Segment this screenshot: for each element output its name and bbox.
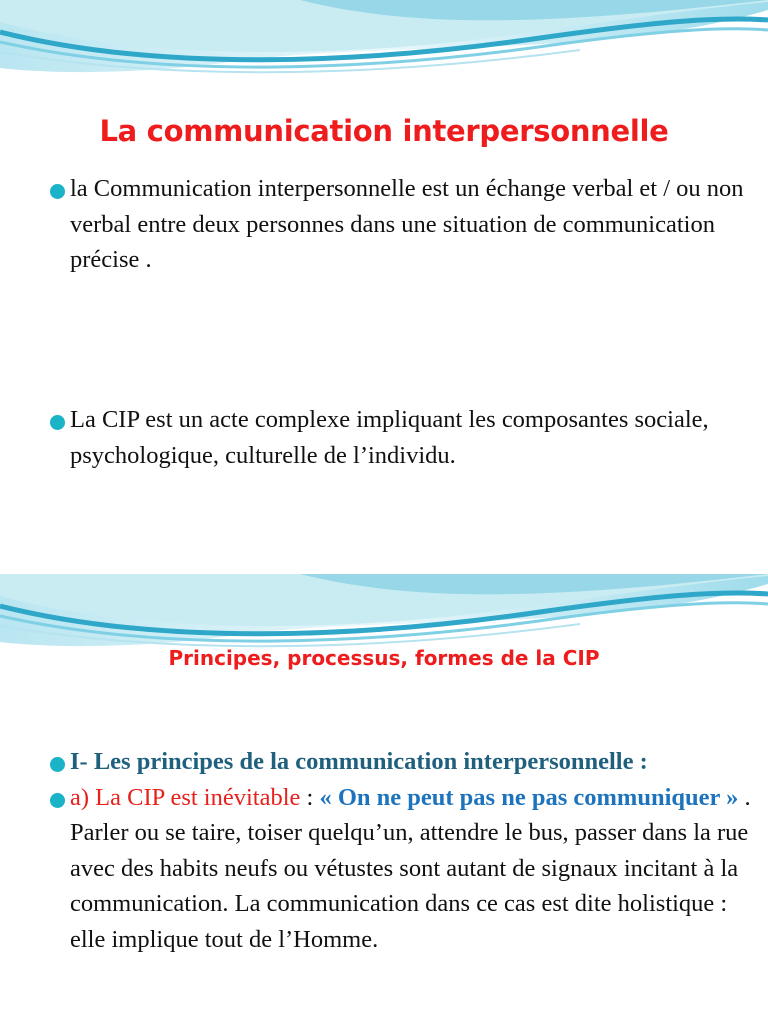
slide-2 [0,574,768,1024]
bullet-dot-icon [50,415,65,430]
slide-1-bullet-list-2 [0,402,709,473]
bullet-text: La CIP est un acte complexe impliquant les composantes sociale, psychologique, culturelle de l’individu. [70,406,709,469]
section-heading-text: I- Les principes de la communication interpersonnelle : [70,748,648,775]
slide-1-title: La communication interpersonnelle [99,114,669,148]
slide-1-bullet-1 [0,171,744,278]
wave-banner-decoration [0,574,768,654]
slide-1-bullet-list [0,171,744,278]
bullet-dot-icon [50,793,65,808]
colon-text: : [300,783,320,811]
slide-2-bullet-list [0,744,751,957]
bullet-dot-icon [50,184,65,199]
quote-text: « On ne peut pas ne pas communiquer » [319,783,739,811]
bullet-dot-icon [50,757,65,772]
slide-2-title: Principes, processus, formes de la CIP [168,646,600,670]
bullet-text [70,780,760,958]
bullet-text: la Communication interpersonnelle est un échange verbal et / ou non verbal entre deux personnes dans une situation de communication précise . [70,175,744,273]
slide-2-bullet-2 [0,780,751,958]
principle-lead-text: a) La CIP est inévitable [70,783,301,811]
wave-banner-decoration [0,0,768,80]
slide-2-bullet-1 [0,744,690,780]
explanation-text: . Parler ou se taire, toiser quelqu’un, attendre le bus, passer dans la rue avec des habits neufs ou vétustes sont autant de signaux incitant à la communication. La communication dans ce cas est dite holistique : elle implique tout de l’Homme. [70,783,751,953]
slide-1-bullet-2 [0,402,709,473]
